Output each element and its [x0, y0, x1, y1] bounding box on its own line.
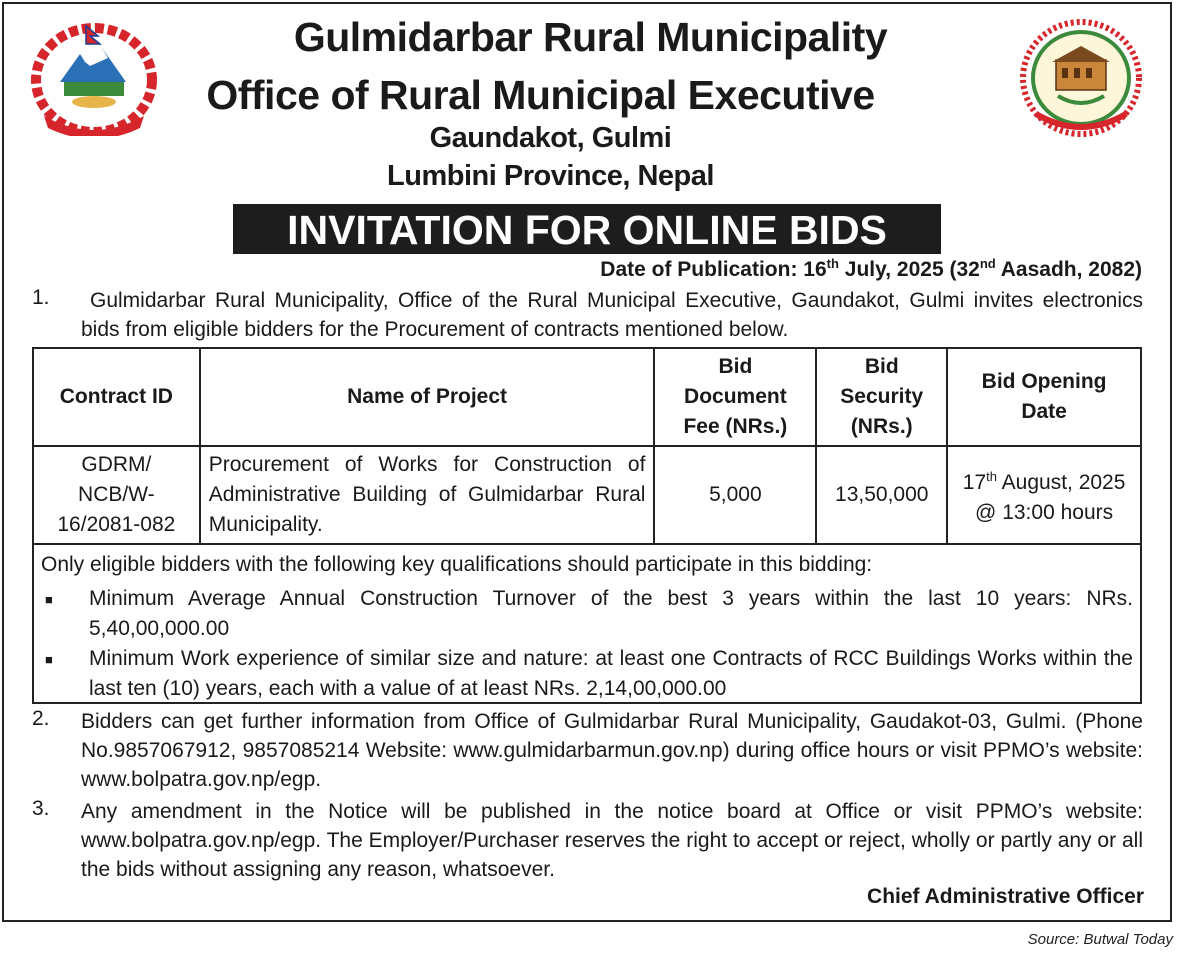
qualifications-intro: Only eligible bidders with the following key qualifications should participate in this bidding: — [41, 553, 873, 576]
table-row — [33, 446, 1141, 544]
municipality-name: Gulmidarbar Rural Municipality — [293, 14, 888, 60]
bids-table — [32, 347, 1142, 545]
header-bid-security: Bid Security (NRs.) — [816, 348, 947, 446]
cell-bid-security: 13,50,000 — [816, 446, 947, 544]
qualification-item: Minimum Average Annual Construction Turnover of the best 3 years within the last 10 years: NRs. 5,40,00,000.00 — [89, 587, 1133, 640]
notice-title-banner: INVITATION FOR ONLINE BIDS — [233, 204, 941, 254]
header-contract-id: Contract ID — [33, 348, 200, 446]
office-name: Office of Rural Municipal Executive — [206, 72, 875, 118]
para3-text: Any amendment in the Notice will be published in the notice board at Office or visit PPMO’s website: www.bolpatra.gov.np/egp. The Employer/Purchaser reserves the right to accept or reject, wholly or partly any or all the bids without assigning any reason, whatsoever. — [81, 800, 1143, 881]
para2-text: Bidders can get further information from Office of Gulmidarbar Rural Municipality, Gaudakot-03, Gulmi. (Phone No.9857067912, 9857085214 Website: www.gulmidarbarmun.gov.np) during office hours or visit PPMO’s website: www.bolpatra.gov.np/egp. — [81, 710, 1143, 791]
qualification-item: Minimum Work experience of similar size and nature: at least one Contracts of RCC Buildings Works within the last ten (10) years, each with a value of at least NRs. 2,14,00,000.00 — [89, 647, 1133, 700]
office-location: Gaundakot, Gulmi — [429, 122, 672, 154]
para2-number: 2. — [32, 707, 50, 730]
province-country: Lumbini Province, Nepal — [387, 160, 714, 192]
cell-contract-id: GDRM/ NCB/W- 16/2081-082 — [33, 446, 200, 544]
publication-date: Date of Publication: 16th July, 2025 (32nd Aasadh, 2082) — [600, 256, 1142, 281]
para1-text: Gulmidarbar Rural Municipality, Office of the Rural Municipal Executive, Gaundakot, Gulmi invites electronics bids from eligible bidders for the Procurement of contracts mentioned below. — [81, 289, 1143, 341]
cell-project-name: Procurement of Works for Construction of Administrative Building of Gulmidarbar Rural Municipality. — [200, 446, 655, 544]
cell-opening-date: 17th August, 2025 @ 13:00 hours — [947, 446, 1141, 544]
para1-number: 1. — [32, 286, 50, 309]
header-document-fee: Bid Document Fee (NRs.) — [654, 348, 816, 446]
table-header-row — [33, 348, 1141, 446]
header-opening-date: Bid Opening Date — [947, 348, 1141, 446]
bullet-icon: ■ — [45, 592, 53, 607]
signatory-title: Chief Administrative Officer — [867, 885, 1144, 908]
header-project-name: Name of Project — [200, 348, 655, 446]
source-credit: Source: Butwal Today — [1027, 931, 1173, 948]
bullet-icon: ■ — [45, 652, 53, 667]
para3-number: 3. — [32, 797, 50, 820]
cell-document-fee: 5,000 — [654, 446, 816, 544]
